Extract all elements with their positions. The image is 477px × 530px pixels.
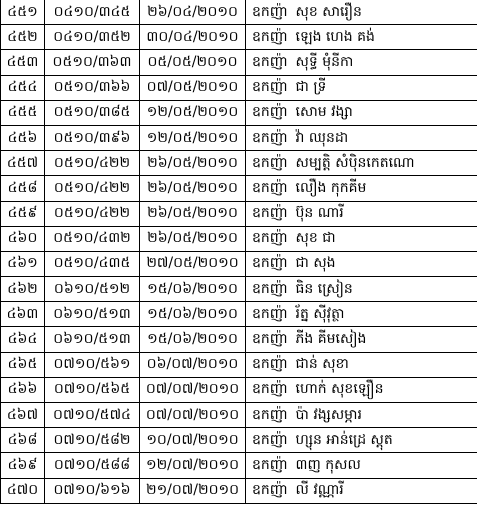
name-cell [246,327,477,352]
row-number: ៤៥៤ [1,75,45,100]
name-cell [246,277,477,302]
reference-code: ០៧១០/៥៦១ [45,352,140,377]
reference-code: ០៧១០/៥៨២ [45,428,140,453]
person-name: ឡេង ហេង គង់ [295,28,375,45]
name-cell [246,453,477,478]
name-cell [246,100,477,125]
honorific-title: ឧកញ៉ា [252,381,288,398]
date-cell: ២៦/០៥/២០១០ [140,201,246,226]
date-cell: ០៧/០៧/២០១០ [140,377,246,402]
table-row [1,478,477,503]
person-name: សុខ ជា [295,230,336,247]
date-cell: ១២/០៥/២០១០ [140,100,246,125]
reference-code: ០៥១០/៤២២ [45,176,140,201]
person-name: ភីង គីមសៀង [295,331,367,348]
reference-code: ០៥១០/៤៣២ [45,226,140,251]
registry-table-body [1,0,477,503]
date-cell: ០៧/០៥/២០១០ [140,75,246,100]
name-cell [246,377,477,402]
table-row [1,226,477,251]
reference-code: ០៥១០/៤២២ [45,151,140,176]
name-cell [246,352,477,377]
name-cell [246,75,477,100]
reference-code: ០៦១០/៥១៣ [45,327,140,352]
reference-code: ០៦១០/៥១២ [45,277,140,302]
table-row [1,277,477,302]
person-name: សុទ្ធី មុំនីកា [295,53,354,70]
honorific-title: ឧកញ៉ា [252,280,288,297]
row-number: ៤៦៩ [1,453,45,478]
honorific-title: ឧកញ៉ា [252,431,288,448]
honorific-title: ឧកញ៉ា [252,331,288,348]
date-cell: ២៦/០៥/២០១០ [140,226,246,251]
person-name: សម្បត្តិ សំបុិនកេតណោ [295,154,415,171]
table-row [1,377,477,402]
date-cell: ៣០/០៤/២០១០ [140,25,246,50]
table-row [1,176,477,201]
name-cell [246,201,477,226]
person-name: ប៊ុន ណារី [295,205,344,222]
person-name: ហ្សុន អាន់ដ្រេ ស្តុត [295,431,393,448]
honorific-title: ឧកញ៉ា [252,406,288,423]
table-row [1,151,477,176]
honorific-title: ឧកញ៉ា [252,205,288,222]
honorific-title: ឧកញ៉ា [252,356,288,373]
person-name: ប៉ា វង្សសម្ភារ [295,406,362,423]
name-cell [246,176,477,201]
person-name: ហោក់ សុខឡឿន [295,381,384,398]
date-cell: ២១/០៧/២០១០ [140,478,246,503]
reference-code: ០៤១០/៣៥២ [45,25,140,50]
honorific-title: ឧកញ៉ា [252,3,288,20]
name-cell [246,25,477,50]
reference-code: ០៧១០/៥៨៨ [45,453,140,478]
date-cell: ១២/០៧/២០១០ [140,453,246,478]
table-row [1,352,477,377]
row-number: ៤៥៧ [1,151,45,176]
person-name: លី វណ្ណារី [295,482,344,499]
table-row [1,327,477,352]
reference-code: ០៧១០/៥៦៥ [45,377,140,402]
row-number: ៤៦២ [1,277,45,302]
table-row [1,453,477,478]
honorific-title: ឧកញ៉ា [252,305,288,322]
date-cell: ១៥/០៦/២០១០ [140,277,246,302]
person-name: រ័ត្ន ស៊ីវុត្ថា [295,305,345,322]
name-cell [246,302,477,327]
row-number: ៤៥៦ [1,125,45,150]
date-cell: ១២/០៥/២០១០ [140,125,246,150]
table-row [1,50,477,75]
row-number: ៤៦៥ [1,352,45,377]
honorific-title: ឧកញ៉ា [252,482,288,499]
name-cell [246,50,477,75]
date-cell: ០៧/០៧/២០១០ [140,403,246,428]
person-name: ធិន ស្រៀន [295,280,353,297]
table-row [1,25,477,50]
row-number: ៤៦១ [1,251,45,276]
person-name: ជា ទ្រី [295,79,327,96]
person-name: ៣ញ កុសល [295,456,361,473]
name-cell [246,428,477,453]
honorific-title: ឧកញ៉ា [252,230,288,247]
table-row [1,201,477,226]
honorific-title: ឧកញ៉ា [252,154,288,171]
row-number: ៤៥៣ [1,50,45,75]
table-row [1,125,477,150]
person-name: ជា សុង [295,255,336,272]
honorific-title: ឧកញ៉ា [252,104,288,121]
reference-code: ០៥១០/៣៨៥ [45,100,140,125]
date-cell: ២៦/០៤/២០១០ [140,0,246,25]
row-number: ៤៦៣ [1,302,45,327]
row-number: ៤៦៤ [1,327,45,352]
person-name: វ៉ា ឈុនដា [295,129,349,146]
date-cell: ១៥/០៦/២០១០ [140,327,246,352]
reference-code: ០៥១០/៤២២ [45,201,140,226]
row-number: ៤៥១ [1,0,45,25]
reference-code: ០៥១០/៣៦៣ [45,50,140,75]
table-row [1,428,477,453]
row-number: ៤៦៦ [1,377,45,402]
reference-code: ០៧១០/៥៧៤ [45,403,140,428]
row-number: ៤៥៨ [1,176,45,201]
honorific-title: ឧកញ៉ា [252,53,288,70]
person-name: ជាន់ សុខា [295,356,349,373]
row-number: ៤៥២ [1,25,45,50]
date-cell: ០៥/០៥/២០១០ [140,50,246,75]
name-cell [246,151,477,176]
table-row [1,0,477,25]
date-cell: ១០/០៧/២០១០ [140,428,246,453]
honorific-title: ឧកញ៉ា [252,129,288,146]
row-number: ៤៦៧ [1,403,45,428]
table-row [1,100,477,125]
honorific-title: ឧកញ៉ា [252,255,288,272]
table-row [1,75,477,100]
table-row [1,403,477,428]
honorific-title: ឧកញ៉ា [252,28,288,45]
row-number: ៤៦០ [1,226,45,251]
name-cell [246,478,477,503]
name-cell [246,226,477,251]
honorific-title: ឧកញ៉ា [252,79,288,96]
reference-code: ០៧១០/៦១៦ [45,478,140,503]
person-name: សុខ សារឿន [295,3,362,20]
honorific-title: ឧកញ៉ា [252,456,288,473]
row-number: ៤៥៩ [1,201,45,226]
table-row [1,251,477,276]
table-row [1,302,477,327]
honorific-title: ឧកញ៉ា [252,179,288,196]
name-cell [246,125,477,150]
reference-code: ០៦១០/៥១៣ [45,302,140,327]
name-cell [246,251,477,276]
reference-code: ០៥១០/៣៦៦ [45,75,140,100]
reference-code: ០៥១០/៤៣៥ [45,251,140,276]
date-cell: ២៧/០៥/២០១០ [140,251,246,276]
name-cell [246,403,477,428]
date-cell: ២៦/០៥/២០១០ [140,151,246,176]
date-cell: ១៥/០៦/២០១០ [140,302,246,327]
person-name: សោម វង្សា [295,104,353,121]
reference-code: ០៥១០/៣៩៦ [45,125,140,150]
name-cell [246,0,477,25]
person-name: លឿង កុកគីម [295,179,367,196]
date-cell: ០៦/០៧/២០១០ [140,352,246,377]
date-cell: ២៦/០៥/២០១០ [140,176,246,201]
row-number: ៤៥៥ [1,100,45,125]
reference-code: ០៤១០/៣៤៥ [45,0,140,25]
row-number: ៤៦៨ [1,428,45,453]
row-number: ៤៧០ [1,478,45,503]
